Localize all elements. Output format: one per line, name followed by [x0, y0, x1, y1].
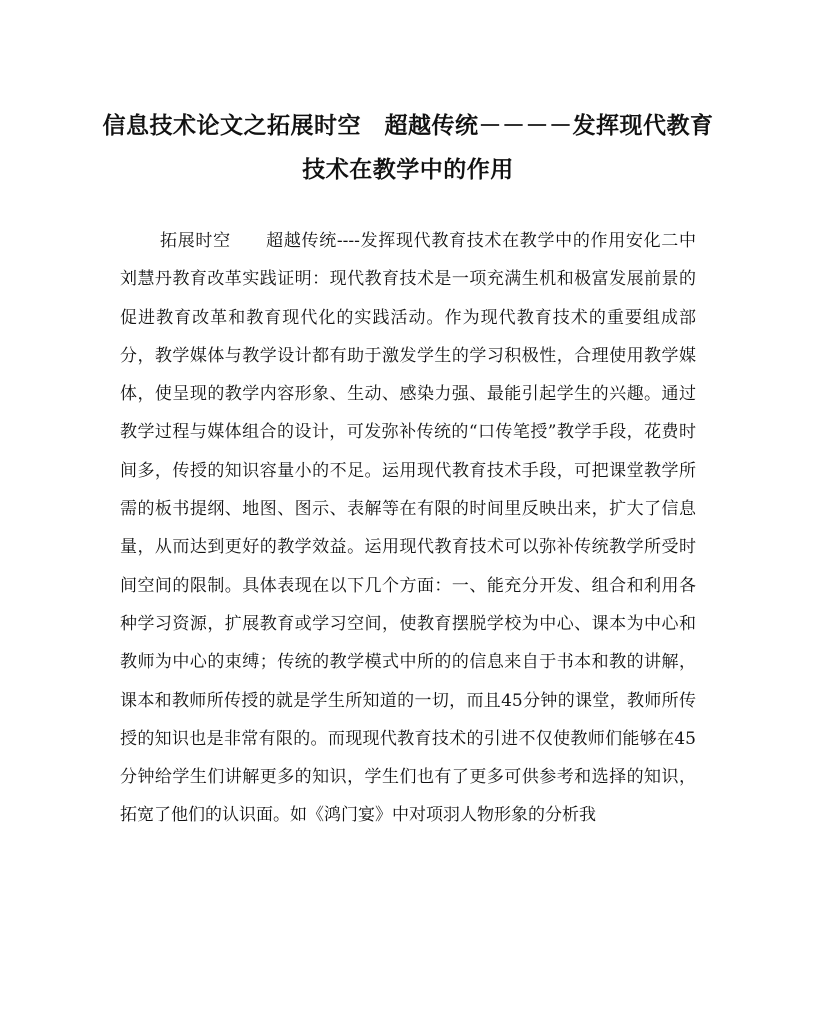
document-title: 信息技术论文之拓展时空 超越传统－－－－发挥现代教育技术在教学中的作用: [102, 112, 714, 183]
document-body-paragraph: 拓展时空 超越传统----发挥现代教育技术在教学中的作用安化二中 刘慧丹教育改革实践证明：现代教育技术是一项充满生机和极富发展前景的促进教育改革和教育现代化的实践活动。作为现代教育技术的重要组成部分，教学媒体与教学设计都有助于激发学生的学习积极性，合理使用教学媒体，使呈现的教学内容形象、生动、感染力强、最能引起学生的兴趣。通过教学过程与媒体组合的设计，可发弥补传统的“口传笔授”教学手段，花费时间多，传授的知识容量小的不足。运用现代教育技术手段，可把课堂教学所需的板书提纲、地图、图示、表解等在有限的时间里反映出来，扩大了信息量，从而达到更好的教学效益。运用现代教育技术可以弥补传统教学所受时间空间的限制。具体表现在以下几个方面：一、能充分开发、组合和利用各种学习资源，扩展教育或学习空间，使教育摆脱学校为中心、课本为中心和教师为中心的束缚；传统的教学模式中所的的信息来自于书本和教的讲解，课本和教师所传授的就是学生所知道的一切，而且45分钟的课堂，教师所传授的知识也是非常有限的。而现现代教育技术的引进不仅使教师们能够在45分钟给学生们讲解更多的知识，学生们也有了更多可供参考和选择的知识，拓宽了他们的认识面。如《鸿门宴》中对项羽人物形象的分析我: [120, 231, 747, 826]
